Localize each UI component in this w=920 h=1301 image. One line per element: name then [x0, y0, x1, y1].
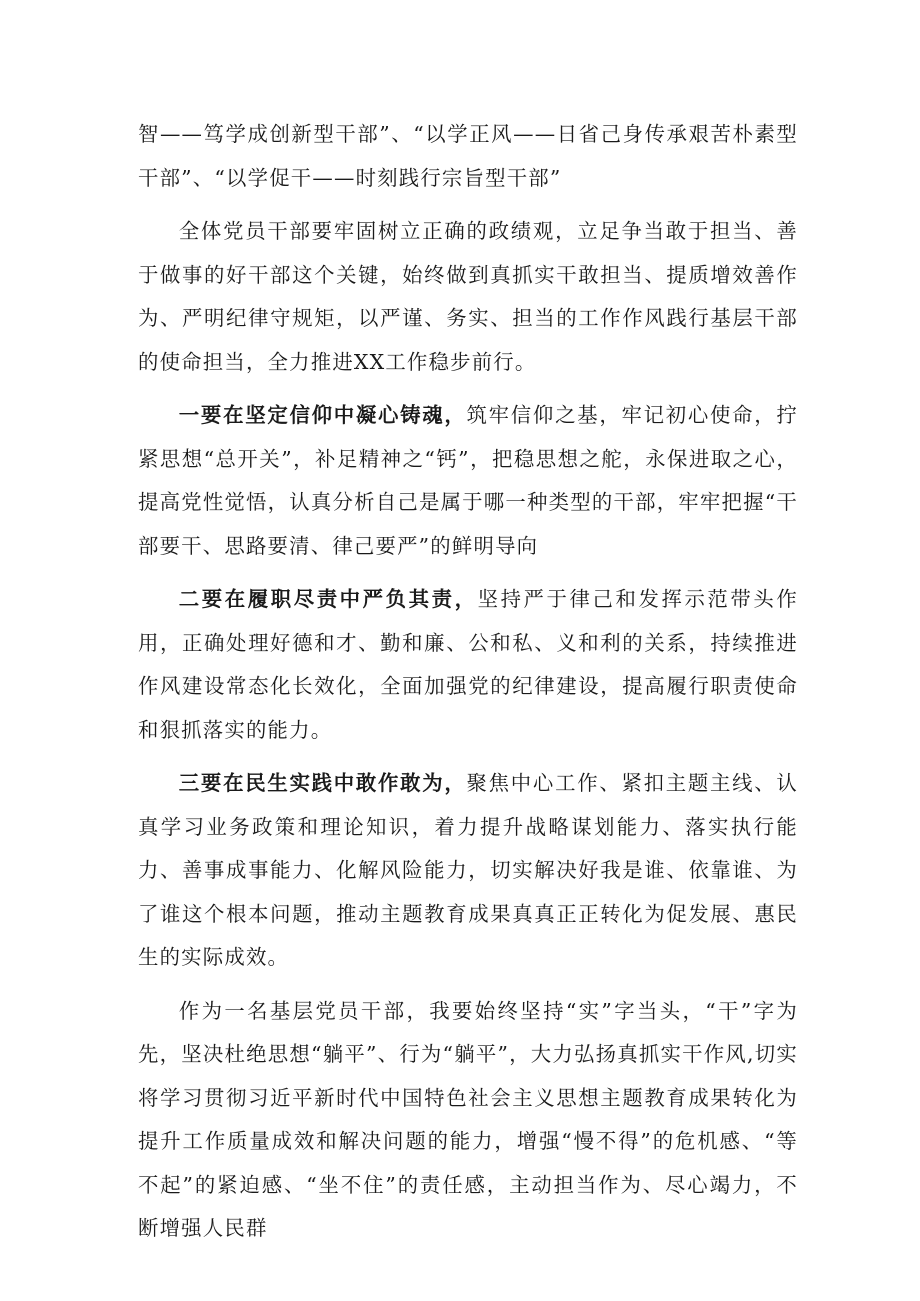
paragraph-point-three	[138, 762, 798, 980]
paragraph-point-one	[138, 394, 798, 568]
point-one-text: 筑牢信仰之基，牢记初心使命，拧紧思想“总开关”，补足精神之“钙”，把稳思想之舵，永保进取之心，提高党性觉悟，认真分析自己是属于哪一种类型的干部，牢牢把握“干部要干、思路要清、律己要严”的鲜明导向	[138, 403, 798, 558]
paragraph-political-view: 全体党员干部要牢固树立正确的政绩观，立足争当敢于担当、善于做事的好干部这个关键，始终做到真抓实干敢担当、提质增效善作为、严明纪律守规矩，以严谨、务实、担当的工作作风践行基层干部的使命担当，全力推进XX工作稳步前行。	[138, 219, 798, 374]
document-body	[138, 113, 798, 1251]
point-three-heading: 三要在民生实践中敢作敢为，	[178, 771, 467, 795]
point-one-heading: 一要在坚定信仰中凝心铸魂，	[178, 403, 467, 427]
point-two-text: 坚持严于律己和发挥示范带头作用，正确处理好德和才、勤和廉、公和私、义和利的关系，持续推进作风建设常态化长效化，全面加强党的纪律建设，提高履行职责使命和狠抓落实的能力。	[138, 587, 798, 742]
paragraph-personal-commitment: 作为一名基层党员干部，我要始终坚持“实”字当头，“干”字为先，坚决杜绝思想“躺平”、行为“躺平”，大力弘扬真抓实干作风,切实将学习贯彻习近平新时代中国特色社会主义思想主题教育成果转化为提升工作质量成效和解决问题的能力，增强“慢不得”的危机感、“等不起”的紧迫感、“坐不住”的责任感，主动担当作为、尽心竭力，不断增强人民群	[138, 998, 798, 1240]
paragraph-point-two	[138, 578, 798, 752]
paragraph-continued: 智——笃学成创新型干部”、“以学正风——日省己身传承艰苦朴素型干部”、“以学促干——时刻践行宗旨型干部”	[138, 122, 798, 190]
point-three-text: 聚焦中心工作、紧扣主题主线、认真学习业务政策和理论知识，着力提升战略谋划能力、落实执行能力、善事成事能力、化解风险能力，切实解决好我是谁、依靠谁、为了谁这个根本问题，推动主题教育成果真真正正转化为促发展、惠民生的实际成效。	[138, 771, 798, 969]
point-two-heading: 二要在履职尽责中严负其责，	[178, 587, 478, 611]
